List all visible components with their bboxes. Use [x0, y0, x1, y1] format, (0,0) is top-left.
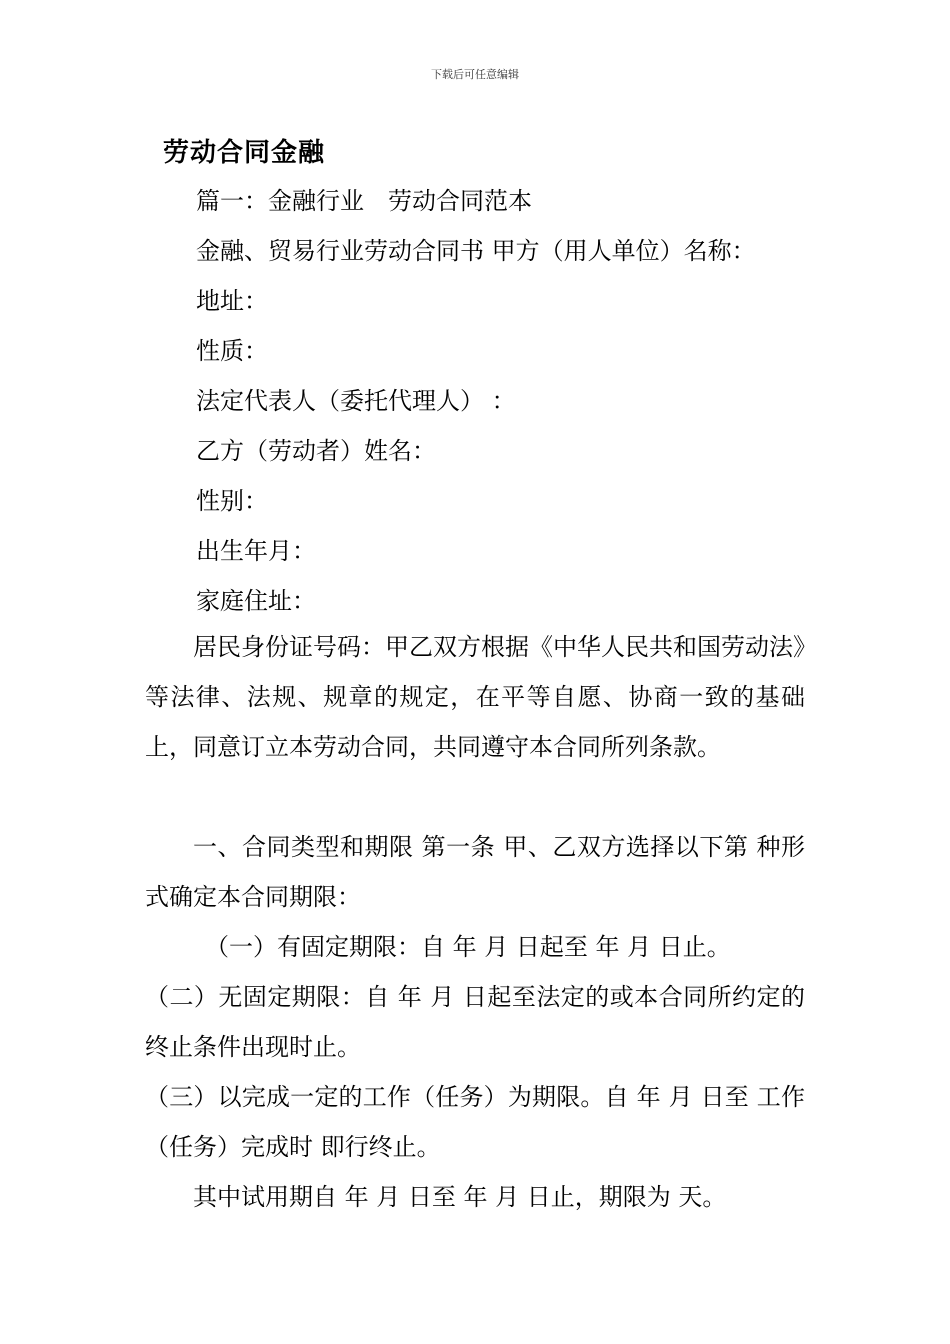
field-line-gender: 性别：: [196, 487, 268, 515]
field-line-employee-name: 乙方（劳动者）姓名：: [196, 437, 436, 465]
paragraph-probation: 其中试用期自 年 月 日至 年 月 日止，期限为 天。: [193, 1183, 727, 1211]
field-line-legal-rep: 法定代表人（委托代理人） ：: [196, 387, 516, 415]
field-line-birth: 出生年月：: [196, 537, 316, 565]
document-title: 劳动合同金融: [163, 138, 326, 168]
header-note: 下载后可任意编辑: [431, 68, 519, 81]
paragraph-fixed-term: （一）有固定期限：自 年 月 日起至 年 月 日止。: [205, 933, 731, 961]
field-line-home-address: 家庭住址：: [196, 587, 316, 615]
paragraph-id-agreement: 居民身份证号码：甲乙双方根据《中华人民共和国劳动法》等法律、法规、规章的规定，在平等自愿、协商一致的基础上，同意订立本劳动合同，共同遵守本合同所列条款。: [145, 633, 805, 761]
field-line-address: 地址：: [196, 287, 268, 315]
paragraph-contract-type: 一、合同类型和期限 第一条 甲、乙双方选择以下第 种形式确定本合同期限：: [145, 833, 805, 911]
field-line-article: 篇一：金融行业 劳动合同范本: [196, 187, 532, 215]
paragraph-task-term: （三）以完成一定的工作（任务）为期限。自 年 月 日至 工作（任务）完成时 即行终止。: [145, 1083, 805, 1161]
field-line-nature: 性质：: [196, 337, 268, 365]
paragraph-open-term: （二）无固定期限：自 年 月 日起至法定的或本合同所约定的终止条件出现时止。: [145, 983, 805, 1061]
field-line-contract-header: 金融、贸易行业劳动合同书 甲方（用人单位）名称：: [196, 237, 756, 265]
